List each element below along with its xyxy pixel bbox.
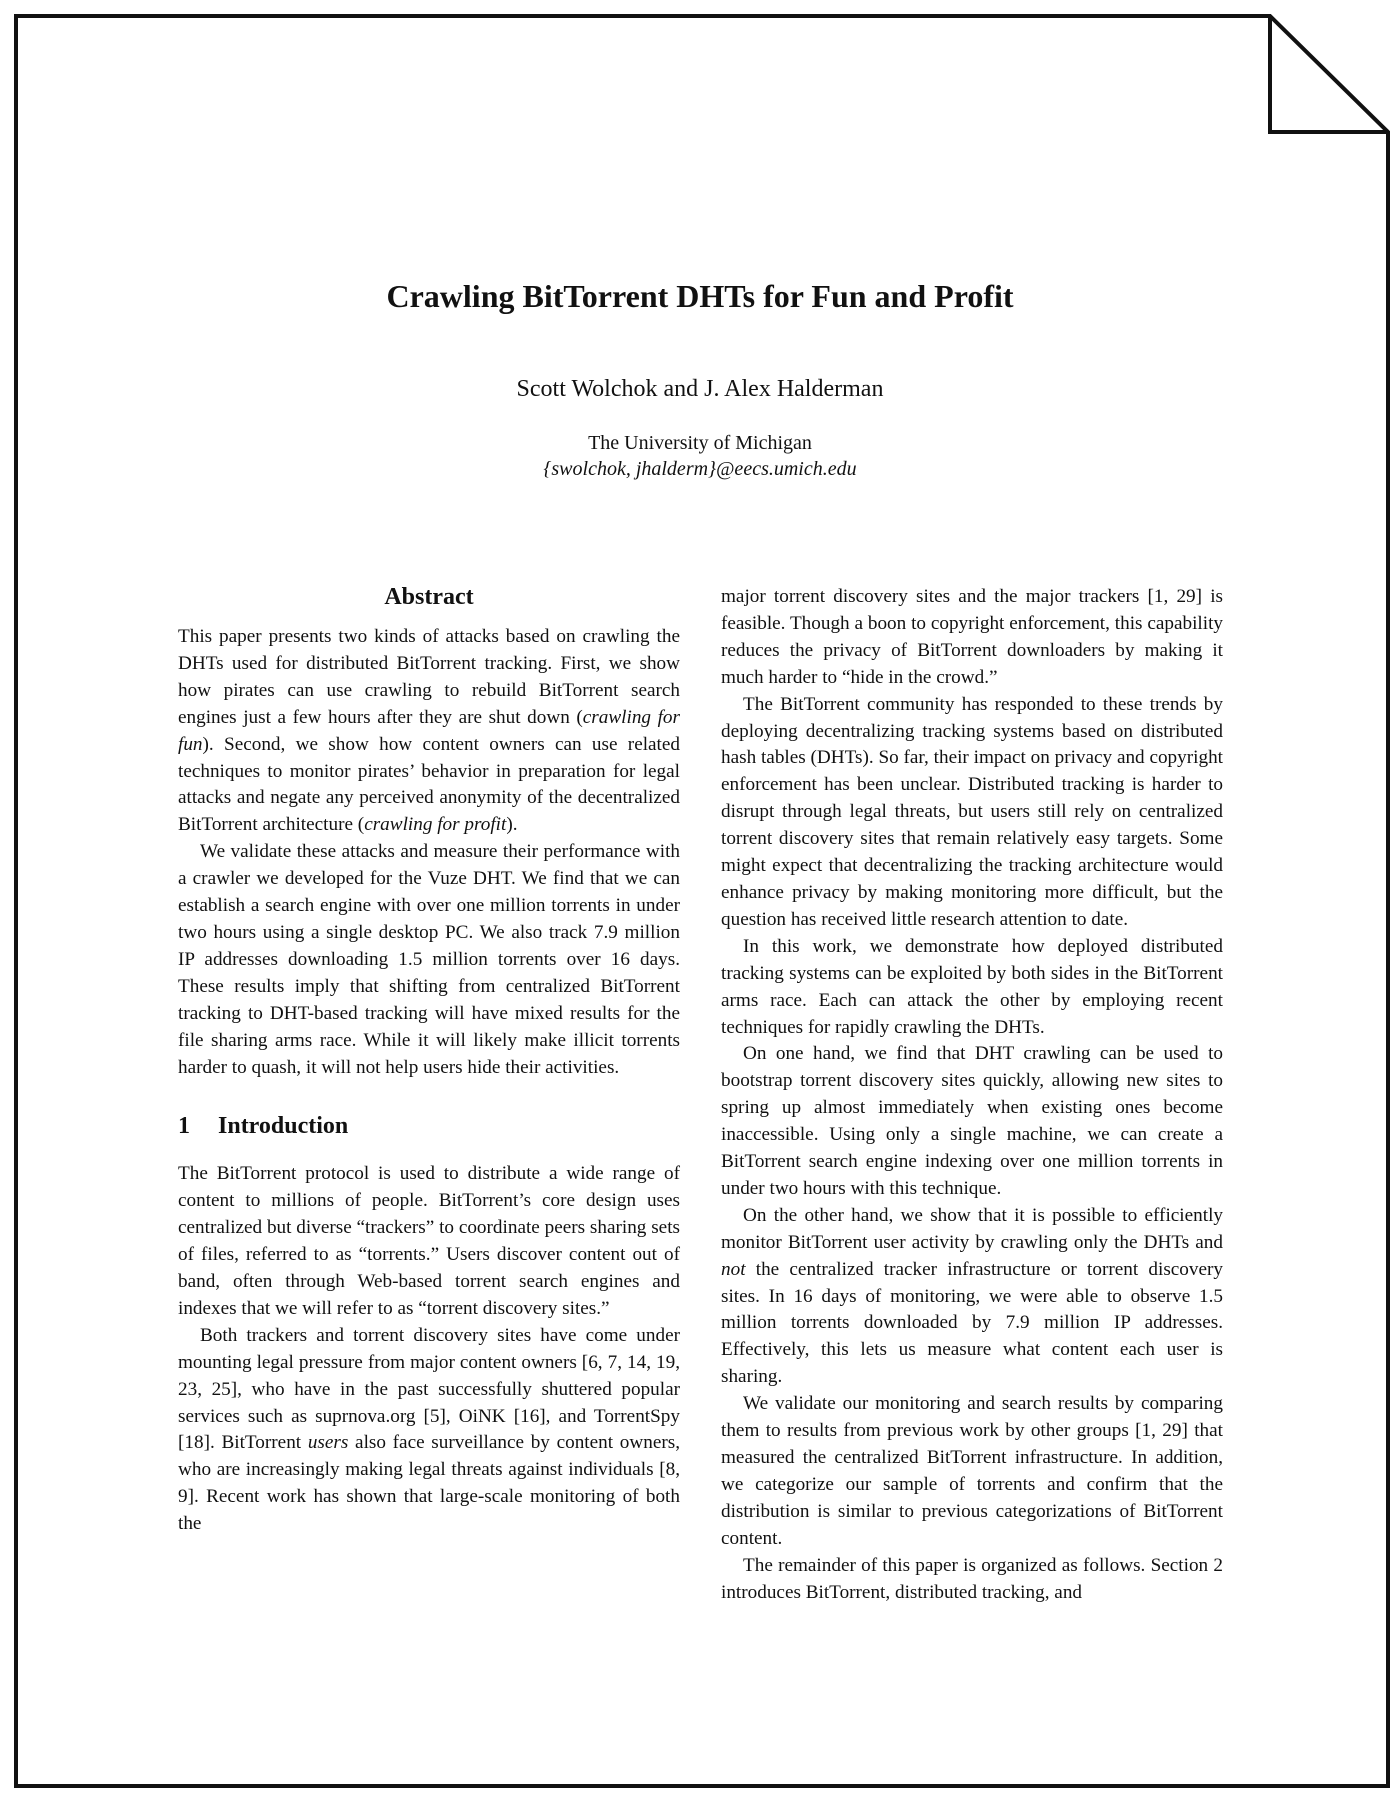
author-affiliation-block [300, 430, 1100, 482]
paper-authors: Scott Wolchok and J. Alex Halderman [516, 376, 884, 402]
abstract-paragraph-1: This paper presents two kinds of attacks based on crawling the DHTs used for distributed BitTorrent tracking. First, we show how pirates can use crawling to rebuild BitTorrent search engines just a few hours after they are shut down (crawling for fun). Second, we show how content owners can use related techniques to monitor pirates’ behavior in preparation for legal attacks and negate any perceived anonymity of the decentralized BitTorrent architecture (crawling for profit). [178, 626, 680, 836]
paper-title: Crawling BitTorrent DHTs for Fun and Profit [386, 278, 1014, 314]
intro-paragraph-2: Both trackers and torrent discovery sites have come under mounting legal pressure from major content owners [6, 7, 14, 19, 23, 25], who have in the past successfully shuttered popular services such as suprnova.org [5], OiNK [16], and TorrentSpy [18]. BitTorrent users also face surveillance by content owners, who are increasingly making legal threats against individuals [8, 9]. Recent work has shown that large-scale monitoring of both the [178, 1324, 680, 1535]
intro-paragraph-1: The BitTorrent protocol is used to distribute a wide range of content to millions of people. BitTorrent’s core design uses centralized but diverse “trackers” to coordinate peers sharing sets of files, referred to as “torrents.” Users discover content out of band, often through Web-based torrent search engines and indexes that we will refer to as “torrent discovery sites.” [178, 1163, 680, 1319]
right-paragraph-1: The BitTorrent community has responded to these trends by deploying decentralizing tracking systems based on distributed hash tables (DHTs). So far, their impact on privacy and copyright enforcement has been unclear. Distributed tracking is harder to disrupt through legal threats, but users still rely on centralized torrent discovery sites that remain relatively easy targets. Some might expect that decentralizing the tracking architecture would enhance privacy by making monitoring more difficult, but the question has received little research attention to date. [721, 693, 1223, 930]
section-number: 1 [178, 1113, 190, 1140]
section-title: Introduction [218, 1113, 349, 1140]
abstract-paragraph-2: We validate these attacks and measure their performance with a crawler we developed for the Vuze DHT. We find that we can establish a search engine with over one million torrents in under two hours using a single desktop PC. We also track 7.9 million IP addresses downloading 1.5 million torrents over 16 days. These results imply that shifting from centralized BitTorrent tracking to DHT-based tracking will have mixed results for the file sharing arms race. While it will likely make illicit torrents harder to quash, it will not help users hide their activities. [178, 841, 680, 1078]
right-paragraph-6: The remainder of this paper is organized as follows. Section 2 introduces BitTorrent, distributed tracking, and [721, 1554, 1223, 1603]
right-column [721, 584, 1223, 1606]
right-paragraph-5: We validate our monitoring and search results by comparing them to results from previous work by other groups [1, 29] that measured the centralized BitTorrent infrastructure. In addition, we categorize our sample of torrents and confirm that the distribution is similar to previous categorizations of BitTorrent content. [721, 1393, 1223, 1549]
section-heading-introduction [178, 1111, 680, 1141]
abstract-heading: Abstract [384, 584, 474, 610]
right-paragraph-continued: major torrent discovery sites and the major trackers [1, 29] is feasible. Though a boon to copyright enforcement, this capability reduces the privacy of BitTorrent downloaders by making it much harder to “hide in the crowd.” [721, 586, 1223, 688]
right-paragraph-2: In this work, we demonstrate how deployed distributed tracking systems can be exploited by both sides in the BitTorrent arms race. Each can attack the other by employing recent techniques for rapidly crawling the DHTs. [721, 935, 1223, 1038]
affiliation: The University of Michigan [588, 432, 812, 454]
author-emails: {swolchok, jhalderm}@eecs.umich.edu [543, 458, 857, 480]
right-paragraph-4: On the other hand, we show that it is possible to efficiently monitor BitTorrent user activity by crawling only the DHTs and not the centralized tracker infrastructure or torrent discovery sites. In 16 days of monitoring, we were able to observe 1.5 million torrents downloaded by 7.9 million IP addresses. Effectively, this lets us measure what content each user is sharing. [721, 1204, 1223, 1388]
right-paragraph-3: On one hand, we find that DHT crawling can be used to bootstrap torrent discovery sites quickly, allowing new sites to spring up almost immediately when existing ones become inaccessible. Using only a single machine, we can create a BitTorrent search engine indexing over one million torrents in under two hours with this technique. [721, 1043, 1223, 1199]
left-column [178, 582, 680, 1538]
